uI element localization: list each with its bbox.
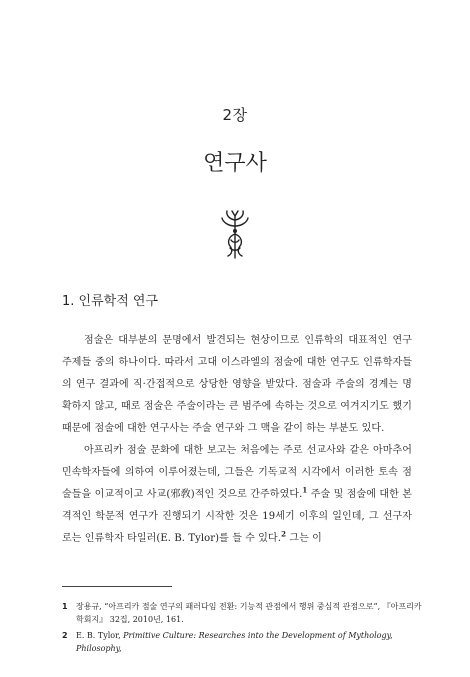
footnote-text: [76, 629, 422, 655]
body-text: [62, 330, 412, 550]
footnote-divider: [62, 586, 172, 587]
paragraph-text: 주술 및 점술에 대한 본격적인 학문적 연구가 진행되기 시작한 것은 19세기 이후의 일인데, 그 선구자로는 인류학자 타일러(E. B. Tylor)를 들 수 있다.: [62, 489, 413, 544]
footnote-book-title: Primitive Culture: Researches into the Development of Mythology, Philosophy,: [76, 631, 393, 653]
section-heading: 1. 인류학적 연구: [62, 294, 159, 309]
paragraph: 점술은 대부분의 문명에서 발견되는 현상이므로 인류학의 대표적인 연구 주제들 중의 하나이다. 따라서 고대 이스라엘의 점술에 대한 연구도 인류학자들의 연구 결과에 직·간접적으로 상당한 영향을 받았다. 점술과 주술의 경계는 명확하지 않고, 때로 점술은 주술이라는 큰 범주에 속하는 것으로 여겨지기도 했기 때문에 점술에 대한 연구사는 주술 연구와 그 맥을 같이 하는 부분도 있다.: [62, 335, 412, 434]
paragraph: [62, 440, 412, 550]
paragraph-text: 아프리카 점술 문화에 대한 보고는 처음에는 주로 선교사와 같은 아마추어 민속학자들에 의하여 이루어졌는데, 그들은 기독교적 시각에서 이러한 토속 점술들을 이교적이고 사교(邪敎)적인 것으로 간주하였다.: [62, 445, 412, 500]
footnote-ref[interactable]: 1: [302, 485, 308, 495]
footnote-number: 1: [62, 602, 68, 611]
chapter-label: 2장: [222, 106, 248, 124]
footnotes: [62, 600, 422, 658]
paragraph-text: 그는 이: [286, 533, 322, 544]
footnote-text-prefix: E. B. Tylor,: [76, 631, 124, 640]
footnote-text: 장용규, “아프리카 점술 연구의 패러다임 전환: 기능적 관점에서 행위 중심적 관점으로”, 『아프리카학회지』 32집, 2010년, 161.: [76, 602, 422, 624]
footnote-number: 2: [62, 631, 68, 640]
chapter-title: 연구사: [203, 151, 267, 176]
footnote: [62, 629, 422, 655]
decorative-ornament-icon: [219, 210, 251, 260]
footnote-ref[interactable]: 2: [281, 529, 287, 539]
footnote: [62, 600, 422, 626]
